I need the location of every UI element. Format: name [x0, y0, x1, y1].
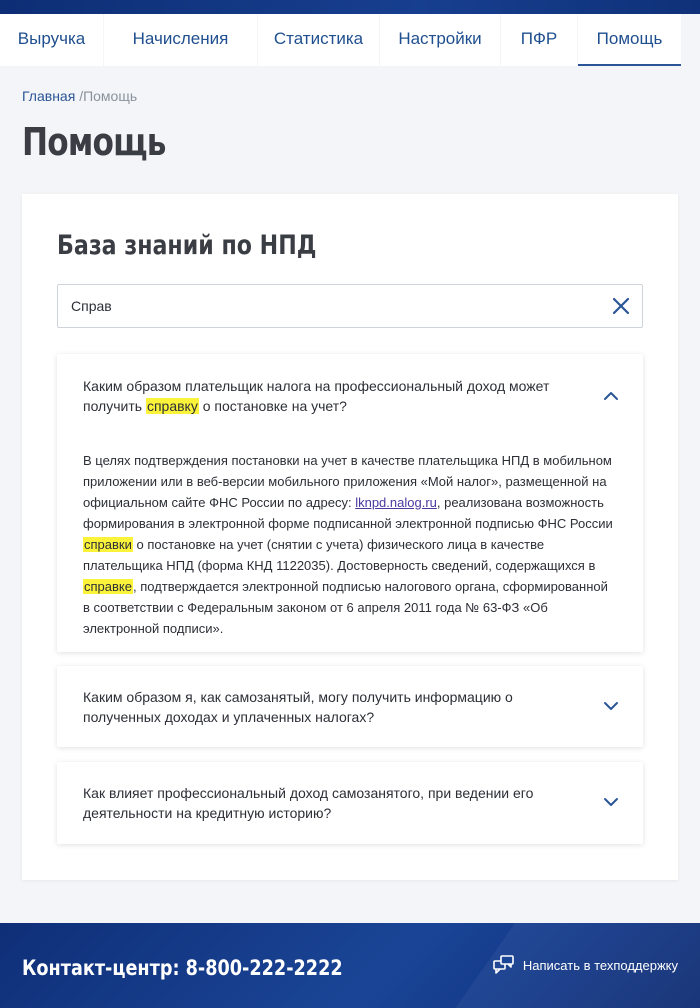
question-text: Каким образом плательщик налога на профессиональный доход может получить: [83, 378, 550, 414]
write-support-link[interactable]: [493, 955, 678, 975]
breadcrumb-current: Помощь: [83, 88, 138, 104]
chat-icon: [493, 955, 515, 975]
breadcrumb: [22, 88, 137, 104]
faq-item-expanded: [57, 354, 643, 652]
faq-item[interactable]: [57, 762, 643, 844]
faq-question: Каким образом я, как самозанятый, могу получить информацию о полученных доходах и уплаченных налогах?: [83, 689, 513, 725]
tab-statistics[interactable]: Статистика: [258, 14, 379, 66]
close-icon: [610, 295, 632, 317]
tab-settings[interactable]: Настройки: [380, 14, 500, 66]
search-highlight: справке: [84, 579, 132, 594]
contact-center-phone: Контакт-центр: 8-800-222-2222: [22, 956, 343, 980]
main-tabs: [0, 14, 700, 66]
knowledge-base-title: База знаний по НПД: [57, 230, 317, 261]
clear-search-button[interactable]: [610, 295, 632, 317]
breadcrumb-separator: /: [79, 88, 84, 104]
tab-help[interactable]: Помощь: [578, 14, 681, 66]
tab-pfr[interactable]: ПФР: [501, 14, 577, 66]
faq-item[interactable]: [57, 666, 643, 747]
faq-question: Как влияет профессиональный доход самозанятого, при ведении его деятельности на кредитную историю?: [83, 785, 534, 821]
knowledge-base-card: [22, 194, 678, 880]
answer-text-1: В целях подтверждения постановки на учет в качестве плательщика НПД в мобильном приложении или в веб-версии мобильного приложения «Мой налог», размещенной на официальном сайте ФНС России по адресу:: [83, 453, 612, 510]
answer-text-3: о постановке на учет (снятии с учета) физического лица в качестве плательщика НПД (форма КНД 1122035). Достоверность сведений, содержащихся в: [83, 537, 596, 573]
chevron-down-icon[interactable]: [603, 794, 619, 810]
footer: [0, 923, 700, 1008]
support-link-label: Написать в техподдержку: [522, 957, 678, 973]
page-title: Помощь: [22, 120, 166, 164]
chevron-up-icon[interactable]: [603, 388, 619, 404]
top-header-strip: [0, 0, 700, 14]
search-box: [57, 284, 643, 328]
search-highlight: справку: [146, 398, 198, 414]
search-highlight: справки: [84, 537, 132, 552]
breadcrumb-home-link[interactable]: Главная: [22, 88, 76, 104]
lknpd-link[interactable]: lknpd.nalog.ru: [355, 495, 437, 510]
tab-accruals[interactable]: Начисления: [104, 14, 257, 66]
answer-text-4: , подтверждается электронной подписью налогового органа, сформированной в соответствии с Федеральным законом от 6 апреля 2011 года № 63-ФЗ «Об электронной подписи».: [83, 579, 608, 636]
tab-revenue[interactable]: Выручка: [0, 14, 103, 66]
answer-text-2: , реализована возможность формирования в электронной форме подписанной электронной подписью ФНС России: [83, 495, 613, 531]
search-input[interactable]: [58, 285, 598, 327]
faq-answer: [83, 450, 613, 639]
faq-question[interactable]: [83, 376, 593, 416]
question-text-end: о постановке на учет?: [198, 398, 347, 414]
chevron-down-icon[interactable]: [603, 698, 619, 714]
